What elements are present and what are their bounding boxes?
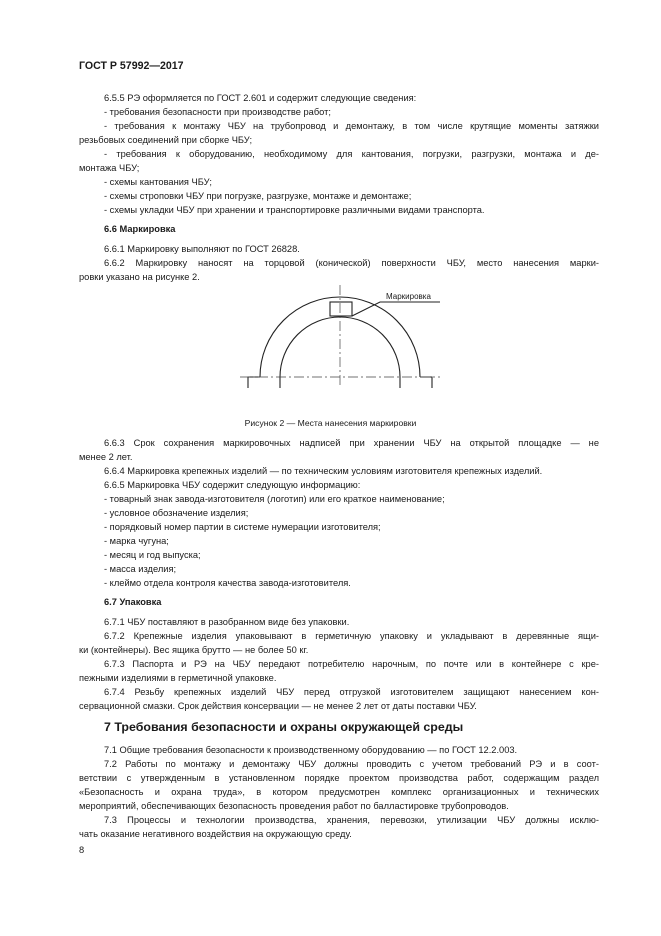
text-line: 6.7.1 ЧБУ поставляют в разобранном виде без упаковки.	[104, 617, 350, 627]
text-line: 6.6.1 Маркировку выполняют по ГОСТ 26828.	[104, 244, 300, 254]
text-line: менее 2 лет.	[79, 452, 133, 462]
text-line: 6.6.3 Срок сохранения маркировочных надписей при хранении ЧБУ на открытой площадке — не	[104, 438, 599, 448]
text-line: 7.3 Процессы и технологии производства, хранения, перевозки, утилизации ЧБУ должны исклю-	[104, 815, 599, 825]
section-heading-6-6: 6.6 Маркировка	[104, 224, 176, 234]
text-line: - схемы строповки ЧБУ при погрузке, разгрузке, монтаже и демонтаже;	[104, 191, 412, 201]
text-line: «Безопасность и охрана труда», в котором предусмотрен комплекс организационных и технических	[79, 787, 599, 797]
text-line: - клеймо отдела контроля качества завода-изготовителя.	[104, 578, 351, 588]
text-line: - условное обозначение изделия;	[104, 508, 249, 518]
text-line: 6.5.5 РЭ оформляется по ГОСТ 2.601 и содержит следующие сведения:	[104, 93, 417, 103]
section-heading-6-7: 6.7 Упаковка	[104, 597, 162, 607]
text-line: 6.7.3 Паспорта и РЭ на ЧБУ передают потребителю нарочным, по почте или в контейнере с кре-	[104, 659, 599, 669]
text-line: - масса изделия;	[104, 564, 177, 574]
text-line: 7.2 Работы по монтажу и демонтажу ЧБУ должны проводить с учетом требований РЭ и в соот-	[104, 759, 599, 769]
section-heading-7: 7 Требования безопасности и охраны окружающей среды	[104, 720, 464, 734]
right-foot	[400, 377, 432, 388]
text-line: - требования безопасности при производстве работ;	[104, 107, 331, 117]
document-header: ГОСТ Р 57992—2017	[79, 60, 184, 72]
text-line: ки (контейнеры). Вес ящика брутто — не более 50 кг.	[79, 645, 309, 655]
text-line: 6.7.4 Резьбу крепежных изделий ЧБУ перед отгрузкой изготовителем защищают нанесением кон-	[104, 687, 599, 697]
text-line: - требования к оборудованию, необходимому для кантования, погрузки, разгрузки, монтажа и де-	[104, 149, 599, 159]
text-line: чать оказание негативного воздействия на окружающую среду.	[79, 829, 352, 839]
text-line: 7.1 Общие требования безопасности к производственному оборудованию — по ГОСТ 12.2.003.	[104, 745, 518, 755]
text-line: резьбовых соединений при сборке ЧБУ;	[79, 135, 253, 145]
text-line: - марка чугуна;	[104, 536, 169, 546]
text-line: 6.6.4 Маркировка крепежных изделий — по техническим условиям изготовителя крепежных изделий.	[104, 466, 543, 476]
figure-label: Маркировка	[386, 292, 431, 301]
text-line: - порядковый номер партии в системе нумерации изготовителя;	[104, 522, 381, 532]
text-line: 6.7.2 Крепежные изделия упаковывают в герметичную упаковку и укладывают в деревянные ящи-	[104, 631, 599, 641]
text-line: - требования к монтажу ЧБУ на трубопровод и демонтажу, в том числе крутящие моменты затяжки	[104, 121, 599, 131]
text-line: - схемы кантования ЧБУ;	[104, 177, 212, 187]
figure-marking-diagram	[230, 280, 440, 388]
text-line: монтажа ЧБУ;	[79, 163, 140, 173]
text-line: - месяц и год выпуска;	[104, 550, 201, 560]
text-line: 6.6.5 Маркировка ЧБУ содержит следующую информацию:	[104, 480, 361, 490]
text-line: сервационной смазки. Срок действия консервации — не менее 2 лет от даты поставки ЧБУ.	[79, 701, 477, 711]
figure-caption: Рисунок 2 — Места нанесения маркировки	[244, 418, 417, 428]
text-line: ветствии с утвержденным в установленном порядке проектом производства работ, содержащим раздел	[79, 773, 599, 783]
left-foot	[248, 377, 280, 388]
text-line: 6.6.2 Маркировку наносят на торцовой (конической) поверхности ЧБУ, место нанесения марки-	[104, 258, 599, 268]
marking-area	[330, 302, 352, 316]
leader-line	[352, 302, 440, 316]
text-line: ровки указано на рисунке 2.	[79, 272, 200, 282]
text-line: мероприятий, обеспечивающих безопасность проведения работ по балластировке трубопроводов.	[79, 801, 509, 811]
text-line: пежными изделиями в герметичной упаковке.	[79, 673, 277, 683]
text-line: - схемы укладки ЧБУ при хранении и транспортировке различными видами транспорта.	[104, 205, 485, 215]
page-number: 8	[79, 845, 85, 855]
text-line: - товарный знак завода-изготовителя (логотип) или его краткое наименование;	[104, 494, 445, 504]
